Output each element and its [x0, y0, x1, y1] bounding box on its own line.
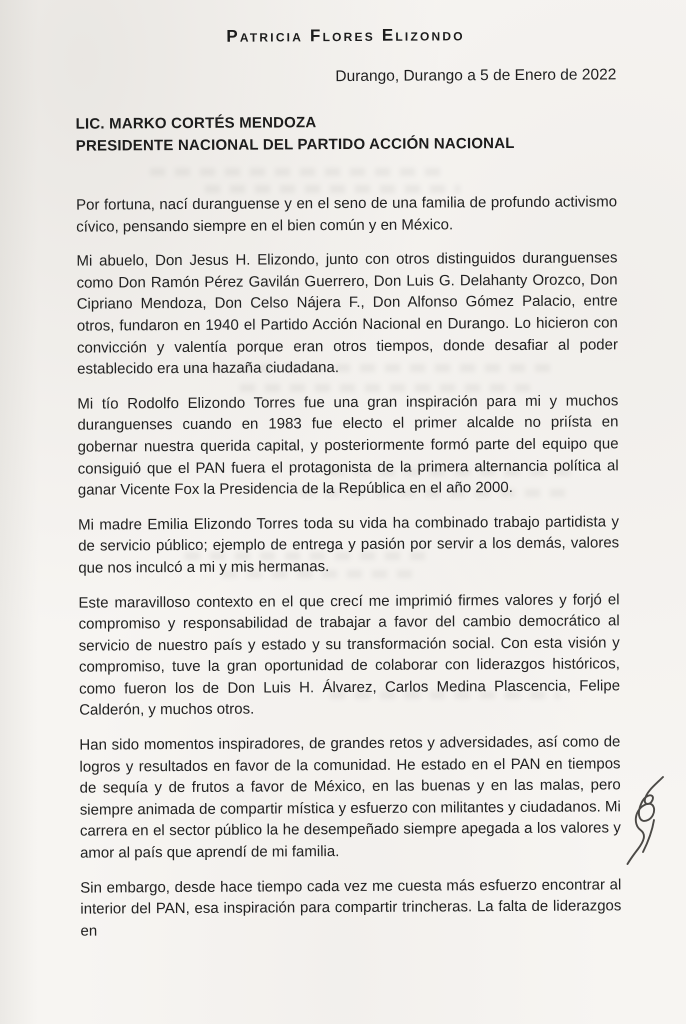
recipient-title: PRESIDENTE NACIONAL DEL PARTIDO ACCIÓN NACIONAL [75, 134, 515, 155]
paragraph-3: Mi tío Rodolfo Elizondo Torres fue una gran inspiración para mi y muchos duranguenses cuando en 1983 fue electo el primer alcalde no priísta en gobernar nuestra querida capital, y posteriormente formó parte del equipo que consiguió que el PAN fuera el protagonista de la primera alternancia política al ganar Vicente Fox la Presidencia de la República en el año 2000. [77, 392, 619, 499]
paragraph-2: Mi abuelo, Don Jesus H. Elizondo, junto con otros distinguidos duranguenses como Don Ramón Pérez Gavilán Guerrero, Don Luis G. Delahanty Orozco, Don Cipriano Mendoza, Don Celso Nájera F., Don Alfonso Gómez Palacio, entre otros, fundaron en 1940 el Partido Acción Nacional en Durango. Lo hicieron con convicción y valentía porque eran otros tiempos, donde desafiar al poder establecido era una hazaña ciudadana. [76, 249, 619, 378]
letterhead-name: Patricia Flores Elizondo [226, 25, 465, 46]
recipient-name: LIC. MARKO CORTÉS MENDOZA [75, 114, 317, 133]
dateline: Durango, Durango a 5 de Enero de 2022 [335, 66, 617, 86]
letter-body [76, 191, 622, 942]
paragraph-1: Por fortuna, nací duranguense y en el seno de una familia de profundo activismo cívico, pensando siempre en el bien común y en México. [76, 193, 618, 236]
paragraph-7: Sin embargo, desde hace tiempo cada vez me cuesta más esfuerzo encontrar al interior del PAN, esa inspiración para compartir trincheras. La falta de liderazgos en [80, 875, 622, 940]
recipient-block [76, 110, 617, 156]
handwritten-initials-mark [617, 772, 671, 872]
paragraph-4: Mi madre Emilia Elizondo Torres toda su vida ha combinado trabajo partidista y de servicio público; ejemplo de entrega y pasión por servir a los demás, valores que nos inculcó a mi y mis hermanas. [77, 513, 620, 577]
paragraph-5: Este maravilloso contexto en el que crecí me imprimió firmes valores y forjó el compromiso y responsabilidad de trabajar a favor del cambio democrático al servicio de nuestro país y estado y su transformación social. Con esta visión y compromiso, tuve la gran oportunidad de colaborar con liderazgos históricos, como fueron los de Don Luis H. Álvarez, Carlos Medina Plascencia, Felipe Calderón, y muchos otros. [78, 590, 621, 720]
paragraph-6: Han sido momentos inspiradores, de grandes retos y adversidades, así como de logros y resultados en favor de la comunidad. He estado en el PAN en tiempos de sequía y de frutos a favor de México, en las buenas y en las malas, pero siempre animada de compartir mística y esfuerzo con militantes y ciudadanos. Mi carrera en el sector público la he desempeñado siempre apegada a los valores y amor al país que aprendí de mi familia. [79, 733, 621, 862]
letter-content [75, 24, 622, 955]
